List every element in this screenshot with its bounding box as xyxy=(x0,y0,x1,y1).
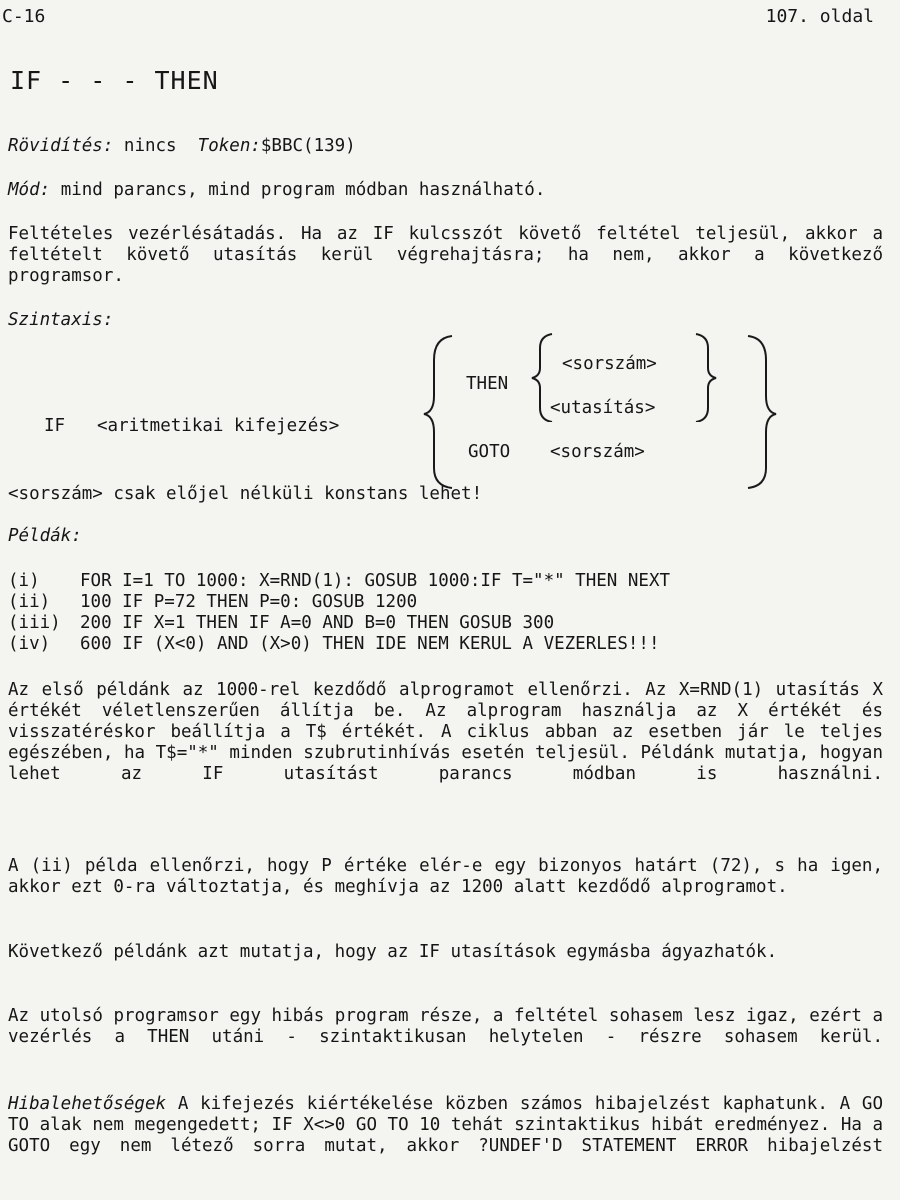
syntax-then-option-statement: <utasítás> xyxy=(550,398,656,418)
examples-label: Példák: xyxy=(8,526,82,546)
outer-right-brace xyxy=(740,330,780,490)
abbrev-line xyxy=(8,136,356,156)
outer-left-brace xyxy=(420,330,460,490)
explanation-paragraph-1: Az első példánk az 1000-rel kezdődő alprogramot ellenőrzi. Az X=RND(1) utasítás X értékét véletlenszerűen állítja be. Az alprogram használja az X értékét és visszatéréskor beállítja a T$ értékét. A ciklus abban az esetben jár le teljes egészében, ha T$="*" minden szubrutinhívás esetén teljesül. Példánk mutatja, hogyan lehet az IF utasítást parancs módban is használni. xyxy=(8,680,883,784)
errors-paragraph xyxy=(8,1094,883,1157)
syntax-then-option-linenumber: <sorszám> xyxy=(562,354,657,374)
token-value: $BBC(139) xyxy=(260,136,356,156)
syntax-if-keyword: IF xyxy=(44,416,66,436)
explanation-paragraph-4: Az utolsó programsor egy hibás program része, a feltétel sohasem lesz igaz, ezért a vezérlés a THEN utáni - szintaktikusan helytelen - részre sohasem kerül. xyxy=(8,1006,883,1047)
explanation-paragraph-2: A (ii) példa ellenőrzi, hogy P értéke elér-e egy bizonyos határt (72), s ha igen, akkor ezt 0-ra változtatja, és meghívja az 1200 alatt kezdődő alprogramot. xyxy=(8,856,883,897)
syntax-label: Szintaxis: xyxy=(8,310,114,330)
example-number: (i) xyxy=(8,571,40,591)
errors-label: Hibalehetőségek xyxy=(8,1094,167,1114)
syntax-condition: <aritmetikai kifejezés> xyxy=(97,416,340,436)
explanation-paragraph-3: Következő példánk azt mutatja, hogy az IF utasítások egymásba ágyazhatók. xyxy=(8,942,778,962)
example-code: 200 IF X=1 THEN IF A=0 AND B=0 THEN GOSUB 300 xyxy=(80,613,555,633)
example-number: (iv) xyxy=(8,634,51,654)
page-number: 107. oldal xyxy=(765,6,874,27)
example-number: (iii) xyxy=(8,613,61,633)
syntax-goto-keyword: GOTO xyxy=(468,442,511,462)
linenumber-note: <sorszám> csak előjel nélküli konstans lehet! xyxy=(8,484,483,504)
section-code: C-16 xyxy=(2,6,46,27)
example-code: 600 IF (X<0) AND (X>0) THEN IDE NEM KERUL A VEZERLES!!! xyxy=(80,634,660,654)
abbrev-value: nincs xyxy=(123,136,177,156)
syntax-then-keyword: THEN xyxy=(466,374,509,394)
syntax-diagram xyxy=(0,330,900,490)
description-paragraph: Feltételes vezérlésátadás. Ha az IF kulcsszót követő feltétel teljesül, akkor a feltételt követő utasítás kerül végrehajtásra; ha nem, akkor a következő programsor. xyxy=(8,224,883,286)
syntax-goto-target: <sorszám> xyxy=(550,442,645,462)
errors-text: A kifejezés kiértékelése közben számos hibajelzést kaphatunk. A GO TO alak nem megengedett; IF X<>0 GO TO 10 tehát szintaktikus hibát eredményez. Ha a GOTO egy nem létező sorra mutat, akkor ?UNDEF'D STATEMENT ERROR hibajelzést xyxy=(8,1094,883,1156)
inner-right-brace xyxy=(690,332,720,422)
example-code: 100 IF P=72 THEN P=0: GOSUB 1200 xyxy=(80,592,418,612)
example-code: FOR I=1 TO 1000: X=RND(1): GOSUB 1000:IF T="*" THEN NEXT xyxy=(80,571,671,591)
page-title: IF - - - THEN xyxy=(10,66,219,95)
example-number: (ii) xyxy=(8,592,51,612)
token-label: Token: xyxy=(197,136,261,156)
abbrev-label: Rövidítés: xyxy=(8,136,114,156)
mode-value: mind parancs, mind program módban használható. xyxy=(60,180,546,200)
mode-label: Mód: xyxy=(8,180,51,200)
mode-line xyxy=(8,180,545,200)
